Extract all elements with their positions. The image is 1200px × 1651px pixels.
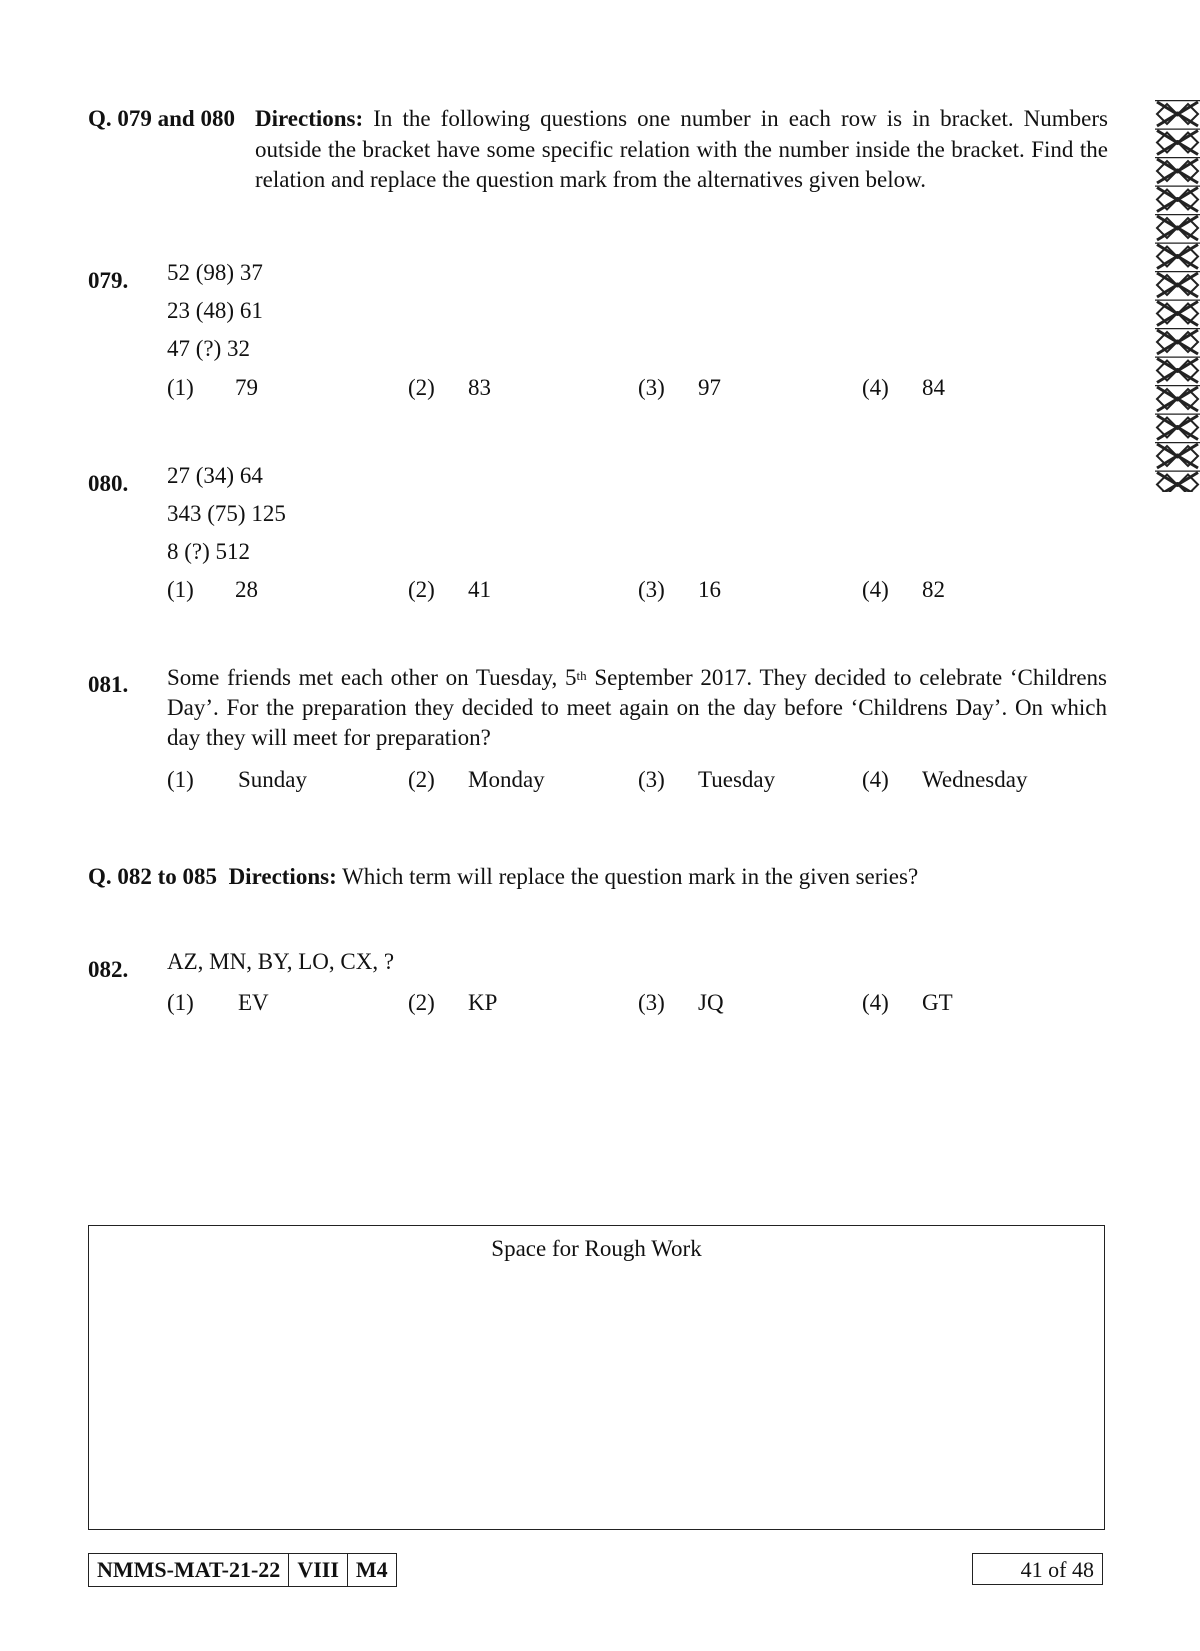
question-number: 081. <box>88 672 129 697</box>
option-4[interactable] <box>862 765 889 796</box>
option-label: (1) <box>167 767 194 792</box>
option-1[interactable] <box>167 988 194 1019</box>
question-number: 079. <box>88 268 129 293</box>
option-value: 83 <box>468 375 491 400</box>
option-3[interactable] <box>638 765 665 796</box>
option-1[interactable] <box>167 373 194 404</box>
option-value: 16 <box>698 577 721 602</box>
option-value: 82 <box>922 577 945 602</box>
question-line: 52 (98) 37 <box>167 260 263 285</box>
option-label: (4) <box>862 577 889 602</box>
option-value: 84 <box>922 375 945 400</box>
ordinal-suffix: th <box>576 668 587 683</box>
directions-label: Q. 079 and 080 <box>88 106 235 131</box>
directions-body: In the following questions one number in each row is in bracket. Numbers outside the bracket have some specific relation with the number inside the bracket. Find the relation and replace the question mark from the alternatives given below. <box>255 106 1108 193</box>
option-value: 97 <box>698 375 721 400</box>
option-label: (4) <box>862 767 889 792</box>
page-number: 41 of 48 <box>972 1553 1103 1585</box>
rough-work-title: Space for Rough Work <box>491 1236 702 1261</box>
option-value: 79 <box>235 375 258 400</box>
option-label: (1) <box>167 990 194 1015</box>
question-line: 343 (75) 125 <box>167 501 286 526</box>
question-text-part: September 2017. They decided to celebrate ‘Childrens Day’. For the preparation they decided to meet again on the day before ‘Childrens Day’. On which day they will meet for preparation? <box>167 665 1107 750</box>
option-label: (2) <box>408 767 435 792</box>
class-code: VIII <box>289 1554 348 1586</box>
directions-block-1 <box>88 104 1108 196</box>
question-text <box>167 663 1107 753</box>
option-label: (3) <box>638 990 665 1015</box>
option-2[interactable] <box>408 988 435 1019</box>
directions-text <box>255 104 1108 196</box>
option-value: Tuesday <box>698 767 776 792</box>
option-value: EV <box>238 990 269 1015</box>
option-label: (3) <box>638 767 665 792</box>
question-text-part: Some friends met each other on Tuesday, 5 <box>167 665 577 690</box>
question-line: 8 (?) 512 <box>167 539 251 564</box>
option-value: GT <box>922 990 953 1015</box>
option-2[interactable] <box>408 373 435 404</box>
option-label: (2) <box>408 990 435 1015</box>
question-number: 080. <box>88 471 129 496</box>
option-value: 28 <box>235 577 258 602</box>
option-3[interactable] <box>638 575 665 606</box>
option-2[interactable] <box>408 575 435 606</box>
directions-label: Q. 082 to 085 <box>88 864 218 889</box>
question-line: 23 (48) 61 <box>167 298 263 323</box>
set-code: M4 <box>355 1557 388 1582</box>
option-4[interactable] <box>862 373 889 404</box>
option-label: (2) <box>408 375 435 400</box>
option-value: 41 <box>468 577 491 602</box>
option-2[interactable] <box>408 765 435 796</box>
question-number: 082. <box>88 957 129 982</box>
option-value: JQ <box>698 990 724 1015</box>
option-label: (4) <box>862 375 889 400</box>
option-label: (3) <box>638 375 665 400</box>
option-label: (2) <box>408 577 435 602</box>
option-value: Wednesday <box>922 767 1028 792</box>
option-label: (1) <box>167 375 194 400</box>
option-4[interactable] <box>862 575 889 606</box>
option-1[interactable] <box>167 765 194 796</box>
decorative-border-pattern <box>1155 100 1200 492</box>
option-3[interactable] <box>638 373 665 404</box>
question-line: 47 (?) 32 <box>167 336 251 361</box>
option-1[interactable] <box>167 575 194 606</box>
question-line: 27 (34) 64 <box>167 463 263 488</box>
option-value: Sunday <box>238 767 307 792</box>
option-label: (3) <box>638 577 665 602</box>
option-label: (4) <box>862 990 889 1015</box>
option-value: KP <box>468 990 498 1015</box>
exam-code: NMMS-MAT-21-22 <box>89 1554 289 1586</box>
option-label: (1) <box>167 577 194 602</box>
directions-heading: Directions: <box>228 864 337 889</box>
option-4[interactable] <box>862 988 889 1019</box>
directions-body: Which term will replace the question mark in the given series? <box>342 864 919 889</box>
directions-heading: Directions: <box>255 106 364 131</box>
option-3[interactable] <box>638 988 665 1019</box>
directions-block-2 <box>88 862 918 893</box>
question-line: AZ, MN, BY, LO, CX, ? <box>167 949 395 974</box>
option-value: Monday <box>468 767 545 792</box>
rough-work-box <box>88 1225 1105 1530</box>
footer-code-box <box>88 1553 397 1587</box>
